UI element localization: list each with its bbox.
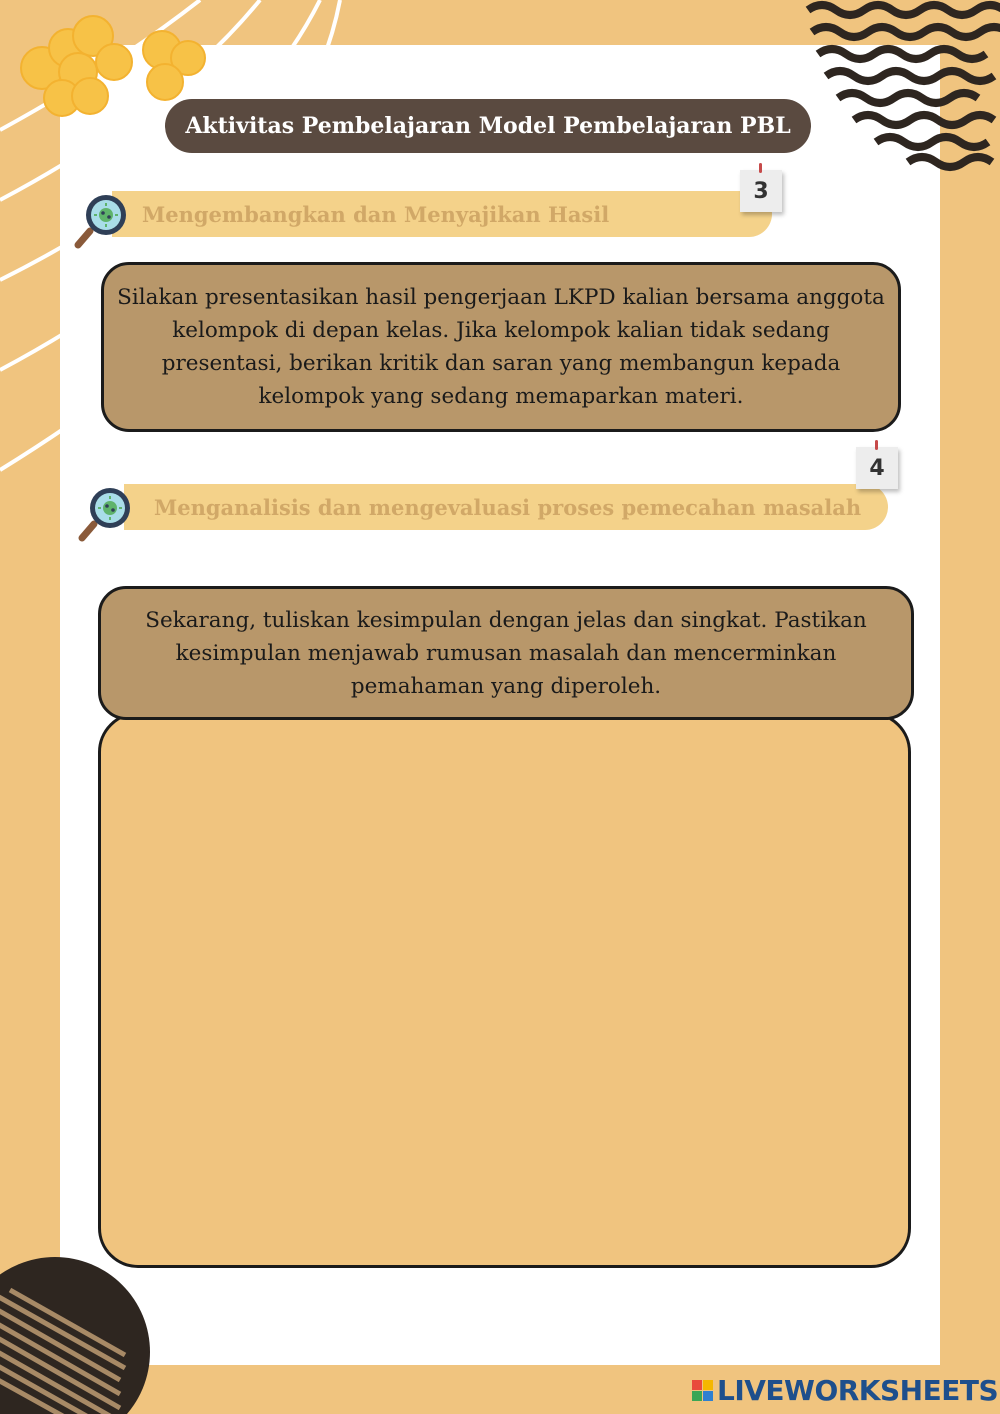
section-heading-4: Menganalisis dan mengevaluasi proses pemecahan masalah	[124, 484, 888, 530]
step-note-4: 4	[856, 447, 898, 489]
magnifier-bacteria-icon	[76, 486, 136, 546]
brand-name: LIVEWORKSHEETS	[717, 1373, 999, 1407]
instruction-box-4: Sekarang, tuliskan kesimpulan dengan jelas dan singkat. Pastikan kesimpulan menjawab rumusan masalah dan mencerminkan pemahaman yang diperoleh.	[98, 586, 914, 720]
section-heading-3: Mengembangkan dan Menyajikan Hasil	[112, 191, 772, 237]
step-note-3: 3	[740, 170, 782, 212]
instruction-box-3: Silakan presentasikan hasil pengerjaan LKPD kalian bersama anggota kelompok di depan kelas. Jika kelompok kalian tidak sedang presentasi, berikan kritik dan saran yang membangun kepada kelompok yang sedang memaparkan materi.	[101, 262, 901, 432]
page-title: Aktivitas Pembelajaran Model Pembelajaran PBL	[165, 99, 811, 153]
conclusion-answer-field[interactable]	[98, 712, 911, 1268]
brand-logo-icon	[692, 1380, 713, 1401]
liveworksheets-brand	[692, 1372, 998, 1408]
magnifier-bacteria-icon	[72, 193, 132, 253]
